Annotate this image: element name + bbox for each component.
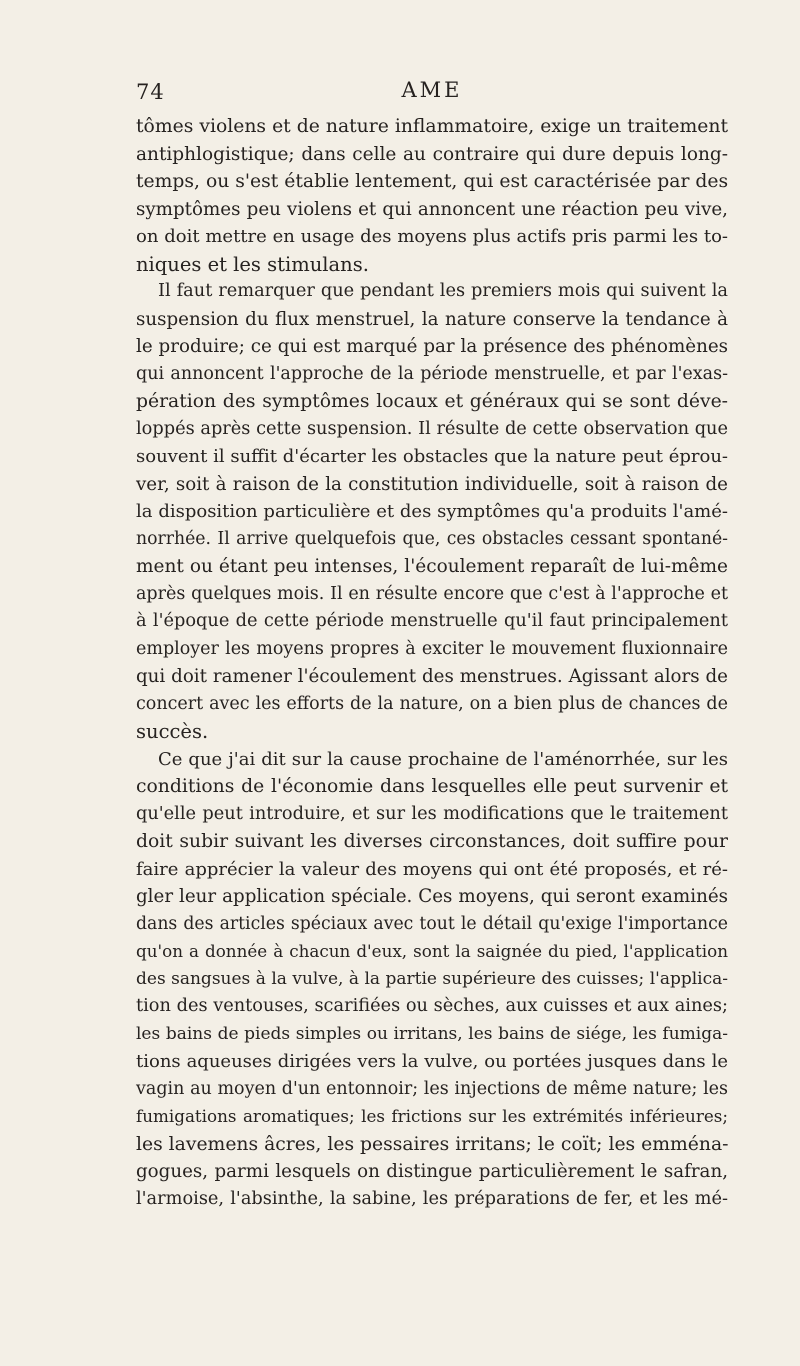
text-line: des sangsues à la vulve, à la partie supérieure des cuisses; l'applica-	[136, 968, 728, 989]
text-line: conditions de l'économie dans lesquelles elle peut survenir et	[136, 776, 728, 797]
text-line: temps, ou s'est établie lentement, qui est caractérisée par des	[136, 171, 729, 192]
text-line: suspension du flux menstruel, la nature conserve la tendance à	[136, 308, 728, 330]
text-line: succès.	[136, 720, 209, 743]
text-line: les lavemens âcres, les pessaires irritans; le coït; les emména-	[136, 1133, 729, 1155]
text-line: les bains de pieds simples ou irritans, les bains de siége, les fumiga-	[136, 1023, 728, 1044]
text-line: on doit mettre en usage des moyens plus actifs pris parmi les to-	[136, 226, 728, 247]
text-line: fumigations aromatiques; les frictions sur les extrémités inférieures;	[136, 1106, 728, 1126]
text-line: qu'elle peut introduire, et sur les modifications que le traitement	[136, 803, 728, 824]
text-line: faire apprécier la valeur des moyens qui ont été proposés, et ré-	[136, 858, 728, 880]
running-head	[136, 78, 728, 108]
text-line: Il faut remarquer que pendant les premiers mois qui suivent la	[158, 281, 728, 301]
page-number: 74	[136, 80, 165, 104]
text-line: ment ou étant peu intenses, l'écoulement reparaît de lui-même	[136, 556, 728, 577]
text-line: Ce que j'ai dit sur la cause prochaine de l'aménorrhée, sur les	[158, 748, 728, 770]
text-line: qu'on a donnée à chacun d'eux, sont la saignée du pied, l'application	[136, 941, 728, 961]
text-line: après quelques mois. Il en résulte encore que c'est à l'approche et	[136, 583, 728, 604]
text-line: vagin au moyen d'un entonnoir; les injections de même nature; les	[136, 1078, 728, 1099]
text-line: ver, soit à raison de la constitution individuelle, soit à raison de	[136, 473, 728, 495]
text-line: le produire; ce qui est marqué par la présence des phénomènes	[136, 336, 728, 357]
text-line: pération des symptômes locaux et généraux qui se sont déve-	[136, 391, 728, 412]
text-line: niques et les stimulans.	[136, 252, 369, 276]
text-line: antiphlogistique; dans celle au contraire qui dure depuis long-	[136, 143, 728, 165]
text-line: gogues, parmi lesquels on distingue particulièrement le safran,	[136, 1161, 728, 1182]
text-line: à l'époque de cette période menstruelle qu'il faut principalement	[136, 611, 728, 631]
text-line: dans des articles spéciaux avec tout le détail qu'exige l'importance	[136, 913, 728, 934]
text-line: gler leur application spéciale. Ces moyens, qui seront examinés	[136, 886, 728, 907]
text-line: qui doit ramener l'écoulement des menstrues. Agissant alors de	[136, 666, 728, 687]
running-title: AME	[401, 78, 463, 102]
text-line: tions aqueuses dirigées vers la vulve, ou portées jusques dans le	[136, 1051, 728, 1072]
body-text	[136, 113, 728, 1213]
text-line: doit subir suivant les diverses circonstances, doit suffire pour	[136, 831, 728, 852]
text-line: souvent il suffit d'écarter les obstacles que la nature peut éprou-	[136, 446, 728, 467]
text-line: l'armoise, l'absinthe, la sabine, les préparations de fer, et les mé-	[136, 1188, 728, 1209]
text-line: qui annoncent l'approche de la période menstruelle, et par l'exas-	[136, 363, 728, 384]
text-line: concert avec les efforts de la nature, on a bien plus de chances de	[136, 693, 728, 714]
text-line: tion des ventouses, scarifiées ou sèches, aux cuisses et aux aines;	[136, 996, 728, 1016]
text-line: loppés après cette suspension. Il résulte de cette observation que	[136, 418, 728, 439]
text-line: employer les moyens propres à exciter le mouvement fluxionnaire	[136, 638, 728, 659]
text-line: norrhée. Il arrive quelquefois que, ces obstacles cessant spontané-	[136, 528, 728, 549]
text-line: la disposition particulière et des symptômes qu'a produits l'amé-	[136, 501, 728, 522]
text-line: tômes violens et de nature inflammatoire, exige un traitement	[136, 116, 728, 137]
text-line: symptômes peu violens et qui annoncent une réaction peu vive,	[136, 198, 728, 220]
